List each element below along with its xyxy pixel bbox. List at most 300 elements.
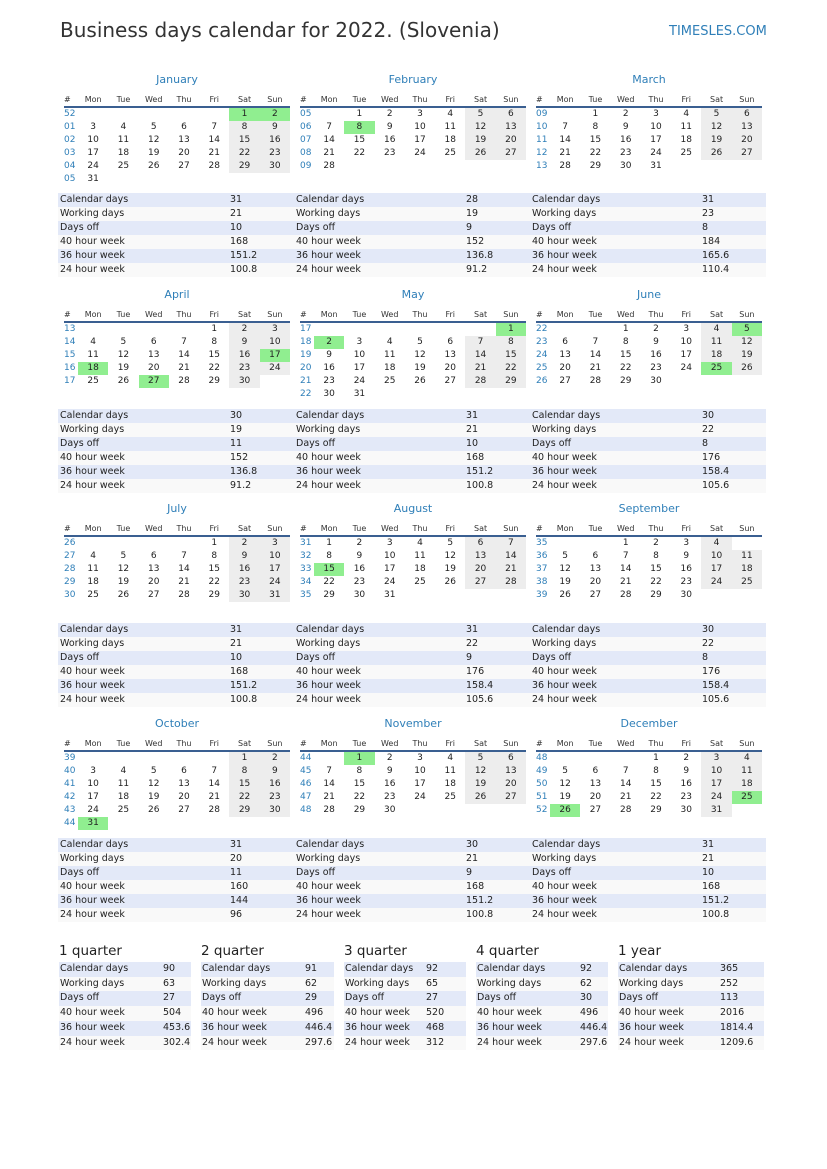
day-cell[interactable]: 16	[260, 134, 290, 147]
day-cell[interactable]: 21	[619, 792, 632, 802]
day-cell[interactable]: 1	[229, 751, 259, 765]
day-cell[interactable]: 26	[117, 590, 130, 600]
day-cell[interactable]: 19	[147, 792, 160, 802]
day-cell[interactable]: 14	[559, 135, 571, 145]
day-cell[interactable]: 2	[260, 751, 290, 765]
day-cell[interactable]: 4	[683, 109, 690, 119]
day-cell[interactable]: 26	[147, 805, 160, 815]
day-cell[interactable]: 25	[444, 148, 456, 158]
day-cell[interactable]: 28	[496, 576, 526, 589]
day-cell[interactable]: 15	[229, 134, 259, 147]
day-cell[interactable]: 24	[87, 805, 99, 815]
day-cell[interactable]: 6	[496, 751, 526, 765]
day-cell[interactable]: 12	[147, 135, 160, 145]
day-cell[interactable]: 10	[353, 350, 366, 360]
day-cell[interactable]: 9	[653, 337, 659, 347]
day-cell[interactable]: 22	[496, 362, 526, 375]
day-cell[interactable]: 7	[465, 336, 495, 349]
day-cell[interactable]: 17	[87, 148, 99, 158]
day-cell[interactable]: 1	[622, 324, 629, 334]
day-cell[interactable]: 16	[383, 779, 396, 789]
day-cell[interactable]: 12	[465, 121, 495, 134]
day-cell[interactable]: 23	[353, 577, 366, 587]
day-cell[interactable]: 15	[589, 135, 602, 145]
day-cell[interactable]: 9	[683, 766, 690, 776]
day-cell[interactable]: 14	[208, 135, 220, 145]
day-cell[interactable]: 20	[496, 778, 526, 791]
holiday-cell[interactable]: 25	[732, 791, 762, 804]
day-cell[interactable]: 26	[465, 791, 495, 804]
day-cell[interactable]: 5	[150, 122, 157, 132]
day-cell[interactable]: 23	[619, 148, 632, 158]
day-cell[interactable]: 8	[211, 551, 218, 561]
day-cell[interactable]: 2	[386, 109, 393, 119]
day-cell[interactable]: 23	[680, 577, 692, 587]
day-cell[interactable]: 9	[326, 350, 332, 360]
day-cell[interactable]: 7	[181, 337, 187, 347]
day-cell[interactable]: 9	[229, 550, 259, 563]
day-cell[interactable]: 28	[465, 375, 495, 388]
day-cell[interactable]: 11	[383, 350, 396, 360]
day-cell[interactable]: 18	[414, 564, 426, 574]
day-cell[interactable]: 1	[211, 538, 218, 548]
day-cell[interactable]: 3	[386, 538, 393, 548]
day-cell[interactable]: 13	[732, 121, 762, 134]
day-cell[interactable]: 14	[619, 779, 632, 789]
day-cell[interactable]: 15	[353, 779, 366, 789]
day-cell[interactable]: 2	[229, 322, 259, 336]
day-cell[interactable]: 17	[701, 563, 731, 576]
day-cell[interactable]: 1	[653, 753, 659, 763]
day-cell[interactable]: 31	[650, 161, 662, 171]
day-cell[interactable]: 8	[653, 551, 659, 561]
day-cell[interactable]: 11	[117, 779, 130, 789]
day-cell[interactable]: 20	[444, 363, 456, 373]
day-cell[interactable]: 22	[589, 148, 602, 158]
day-cell[interactable]: 4	[447, 109, 454, 119]
day-cell[interactable]: 22	[229, 791, 259, 804]
day-cell[interactable]: 27	[444, 376, 456, 386]
day-cell[interactable]: 17	[353, 363, 366, 373]
day-cell[interactable]: 21	[208, 792, 220, 802]
day-cell[interactable]: 26	[117, 376, 130, 386]
day-cell[interactable]: 9	[386, 766, 393, 776]
day-cell[interactable]: 23	[323, 376, 335, 386]
day-cell[interactable]: 26	[732, 362, 762, 375]
day-cell[interactable]: 23	[260, 791, 290, 804]
day-cell[interactable]: 11	[444, 766, 456, 776]
day-cell[interactable]: 13	[589, 779, 602, 789]
day-cell[interactable]: 18	[732, 778, 762, 791]
day-cell[interactable]: 9	[356, 551, 363, 561]
day-cell[interactable]: 31	[260, 589, 290, 602]
day-cell[interactable]: 17	[414, 779, 426, 789]
day-cell[interactable]: 10	[414, 122, 426, 132]
day-cell[interactable]: 8	[211, 337, 218, 347]
day-cell[interactable]: 3	[90, 766, 96, 776]
day-cell[interactable]: 10	[680, 337, 692, 347]
day-cell[interactable]: 6	[592, 551, 599, 561]
holiday-cell[interactable]: 8	[344, 121, 374, 134]
day-cell[interactable]: 12	[444, 551, 456, 561]
day-cell[interactable]: 31	[383, 590, 396, 600]
holiday-cell[interactable]: 31	[78, 817, 108, 830]
day-cell[interactable]: 17	[260, 563, 290, 576]
day-cell[interactable]: 7	[326, 766, 332, 776]
day-cell[interactable]: 20	[732, 134, 762, 147]
day-cell[interactable]: 7	[211, 122, 218, 132]
day-cell[interactable]: 11	[701, 336, 731, 349]
day-cell[interactable]: 30	[323, 389, 335, 399]
day-cell[interactable]: 10	[383, 551, 396, 561]
day-cell[interactable]: 28	[208, 805, 220, 815]
day-cell[interactable]: 21	[323, 148, 335, 158]
day-cell[interactable]: 21	[496, 563, 526, 576]
day-cell[interactable]: 5	[120, 551, 127, 561]
day-cell[interactable]: 21	[208, 148, 220, 158]
day-cell[interactable]: 3	[417, 109, 423, 119]
day-cell[interactable]: 10	[87, 779, 99, 789]
day-cell[interactable]: 9	[260, 765, 290, 778]
day-cell[interactable]: 25	[732, 576, 762, 589]
day-cell[interactable]: 3	[417, 753, 423, 763]
day-cell[interactable]: 29	[353, 805, 366, 815]
day-cell[interactable]: 5	[701, 107, 731, 121]
day-cell[interactable]: 10	[260, 550, 290, 563]
day-cell[interactable]: 4	[90, 551, 96, 561]
day-cell[interactable]: 30	[680, 590, 692, 600]
day-cell[interactable]: 16	[650, 350, 662, 360]
day-cell[interactable]: 24	[701, 576, 731, 589]
day-cell[interactable]: 18	[701, 349, 731, 362]
day-cell[interactable]: 16	[229, 349, 259, 362]
holiday-cell[interactable]: 1	[496, 322, 526, 336]
day-cell[interactable]: 13	[178, 135, 190, 145]
day-cell[interactable]: 6	[181, 766, 187, 776]
day-cell[interactable]: 23	[383, 792, 396, 802]
day-cell[interactable]: 30	[229, 589, 259, 602]
day-cell[interactable]: 18	[732, 563, 762, 576]
day-cell[interactable]: 3	[701, 751, 731, 765]
day-cell[interactable]: 4	[120, 766, 127, 776]
day-cell[interactable]: 18	[117, 148, 130, 158]
day-cell[interactable]: 25	[117, 805, 130, 815]
day-cell[interactable]: 22	[229, 147, 259, 160]
day-cell[interactable]: 22	[619, 363, 632, 373]
day-cell[interactable]: 12	[701, 121, 731, 134]
day-cell[interactable]: 4	[701, 322, 731, 336]
day-cell[interactable]: 10	[701, 765, 731, 778]
day-cell[interactable]: 4	[447, 753, 454, 763]
day-cell[interactable]: 7	[622, 551, 629, 561]
day-cell[interactable]: 24	[383, 577, 396, 587]
day-cell[interactable]: 16	[353, 564, 366, 574]
day-cell[interactable]: 21	[589, 363, 602, 373]
day-cell[interactable]: 22	[208, 363, 220, 373]
day-cell[interactable]: 25	[383, 376, 396, 386]
day-cell[interactable]: 28	[619, 805, 632, 815]
day-cell[interactable]: 13	[496, 121, 526, 134]
day-cell[interactable]: 25	[444, 792, 456, 802]
day-cell[interactable]: 29	[619, 376, 632, 386]
day-cell[interactable]: 29	[589, 161, 602, 171]
day-cell[interactable]: 26	[701, 147, 731, 160]
day-cell[interactable]: 8	[622, 337, 629, 347]
day-cell[interactable]: 27	[147, 590, 160, 600]
day-cell[interactable]: 19	[117, 577, 130, 587]
day-cell[interactable]: 25	[680, 148, 692, 158]
day-cell[interactable]: 2	[622, 109, 629, 119]
day-cell[interactable]: 26	[559, 590, 571, 600]
day-cell[interactable]: 29	[229, 160, 259, 173]
day-cell[interactable]: 8	[229, 765, 259, 778]
day-cell[interactable]: 28	[589, 376, 602, 386]
day-cell[interactable]: 16	[619, 135, 632, 145]
day-cell[interactable]: 8	[229, 121, 259, 134]
day-cell[interactable]: 19	[147, 148, 160, 158]
day-cell[interactable]: 18	[444, 779, 456, 789]
day-cell[interactable]: 10	[701, 550, 731, 563]
day-cell[interactable]: 19	[414, 363, 426, 373]
day-cell[interactable]: 14	[496, 550, 526, 563]
day-cell[interactable]: 11	[87, 350, 99, 360]
day-cell[interactable]: 7	[181, 551, 187, 561]
day-cell[interactable]: 30	[260, 804, 290, 817]
day-cell[interactable]: 24	[414, 148, 426, 158]
day-cell[interactable]: 29	[323, 590, 335, 600]
day-cell[interactable]: 26	[444, 577, 456, 587]
day-cell[interactable]: 16	[383, 135, 396, 145]
day-cell[interactable]: 29	[208, 590, 220, 600]
day-cell[interactable]: 24	[87, 161, 99, 171]
day-cell[interactable]: 6	[181, 122, 187, 132]
day-cell[interactable]: 12	[117, 350, 130, 360]
day-cell[interactable]: 27	[496, 147, 526, 160]
day-cell[interactable]: 22	[353, 148, 366, 158]
day-cell[interactable]: 15	[229, 778, 259, 791]
day-cell[interactable]: 3	[653, 109, 659, 119]
holiday-cell[interactable]: 15	[314, 563, 344, 576]
day-cell[interactable]: 5	[465, 751, 495, 765]
day-cell[interactable]: 22	[353, 792, 366, 802]
day-cell[interactable]: 21	[323, 792, 335, 802]
day-cell[interactable]: 12	[559, 564, 571, 574]
day-cell[interactable]: 7	[496, 536, 526, 550]
day-cell[interactable]: 13	[147, 564, 160, 574]
day-cell[interactable]: 8	[326, 551, 332, 561]
holiday-cell[interactable]: 18	[78, 362, 108, 375]
day-cell[interactable]: 1	[326, 538, 332, 548]
day-cell[interactable]: 15	[496, 349, 526, 362]
day-cell[interactable]: 19	[444, 564, 456, 574]
day-cell[interactable]: 4	[732, 751, 762, 765]
day-cell[interactable]: 1	[356, 109, 363, 119]
day-cell[interactable]: 22	[208, 577, 220, 587]
day-cell[interactable]: 3	[90, 122, 96, 132]
day-cell[interactable]: 3	[260, 322, 290, 336]
day-cell[interactable]: 4	[90, 337, 96, 347]
day-cell[interactable]: 27	[589, 590, 602, 600]
day-cell[interactable]: 14	[178, 564, 190, 574]
day-cell[interactable]: 28	[323, 805, 335, 815]
day-cell[interactable]: 6	[562, 337, 568, 347]
day-cell[interactable]: 4	[120, 122, 127, 132]
day-cell[interactable]: 11	[732, 550, 762, 563]
day-cell[interactable]: 29	[229, 804, 259, 817]
day-cell[interactable]: 2	[386, 753, 393, 763]
day-cell[interactable]: 4	[386, 337, 393, 347]
day-cell[interactable]: 6	[447, 337, 454, 347]
day-cell[interactable]: 16	[680, 779, 692, 789]
day-cell[interactable]: 7	[622, 766, 629, 776]
day-cell[interactable]: 27	[465, 576, 495, 589]
day-cell[interactable]: 9	[386, 122, 393, 132]
day-cell[interactable]: 14	[208, 779, 220, 789]
day-cell[interactable]: 11	[680, 122, 692, 132]
day-cell[interactable]: 16	[323, 363, 335, 373]
day-cell[interactable]: 5	[120, 337, 127, 347]
day-cell[interactable]: 18	[383, 363, 396, 373]
day-cell[interactable]: 6	[732, 107, 762, 121]
day-cell[interactable]: 20	[589, 577, 602, 587]
day-cell[interactable]: 30	[619, 161, 632, 171]
day-cell[interactable]: 14	[178, 350, 190, 360]
day-cell[interactable]: 3	[260, 536, 290, 550]
day-cell[interactable]: 26	[414, 376, 426, 386]
day-cell[interactable]: 22	[650, 792, 662, 802]
day-cell[interactable]: 27	[732, 147, 762, 160]
day-cell[interactable]: 4	[417, 538, 423, 548]
day-cell[interactable]: 20	[147, 363, 160, 373]
day-cell[interactable]: 11	[87, 564, 99, 574]
day-cell[interactable]: 23	[229, 576, 259, 589]
day-cell[interactable]: 19	[465, 778, 495, 791]
day-cell[interactable]: 14	[323, 779, 335, 789]
day-cell[interactable]: 30	[383, 805, 396, 815]
day-cell[interactable]: 27	[496, 791, 526, 804]
holiday-cell[interactable]: 26	[550, 804, 580, 817]
day-cell[interactable]: 12	[414, 350, 426, 360]
day-cell[interactable]: 7	[211, 766, 218, 776]
day-cell[interactable]: 14	[619, 564, 632, 574]
day-cell[interactable]: 27	[589, 805, 602, 815]
day-cell[interactable]: 28	[178, 590, 190, 600]
day-cell[interactable]: 13	[496, 765, 526, 778]
day-cell[interactable]: 8	[356, 766, 363, 776]
day-cell[interactable]: 27	[559, 376, 571, 386]
day-cell[interactable]: 29	[496, 375, 526, 388]
day-cell[interactable]: 19	[559, 577, 571, 587]
day-cell[interactable]: 11	[444, 122, 456, 132]
day-cell[interactable]: 25	[414, 577, 426, 587]
day-cell[interactable]: 12	[732, 336, 762, 349]
day-cell[interactable]: 5	[562, 551, 568, 561]
day-cell[interactable]: 10	[414, 766, 426, 776]
day-cell[interactable]: 20	[178, 792, 190, 802]
day-cell[interactable]: 21	[178, 363, 190, 373]
day-cell[interactable]: 30	[229, 375, 259, 388]
day-cell[interactable]: 5	[447, 538, 454, 548]
day-cell[interactable]: 23	[383, 148, 396, 158]
day-cell[interactable]: 25	[117, 161, 130, 171]
day-cell[interactable]: 17	[87, 792, 99, 802]
day-cell[interactable]: 10	[260, 336, 290, 349]
day-cell[interactable]: 29	[650, 805, 662, 815]
day-cell[interactable]: 2	[683, 753, 690, 763]
day-cell[interactable]: 22	[650, 577, 662, 587]
day-cell[interactable]: 17	[701, 778, 731, 791]
day-cell[interactable]: 19	[732, 349, 762, 362]
day-cell[interactable]: 14	[323, 135, 335, 145]
day-cell[interactable]: 3	[356, 337, 363, 347]
day-cell[interactable]: 24	[353, 376, 366, 386]
day-cell[interactable]: 25	[87, 376, 99, 386]
day-cell[interactable]: 27	[178, 805, 190, 815]
day-cell[interactable]: 20	[178, 148, 190, 158]
day-cell[interactable]: 16	[229, 563, 259, 576]
holiday-cell[interactable]: 5	[732, 322, 762, 336]
day-cell[interactable]: 11	[414, 551, 426, 561]
holiday-cell[interactable]: 17	[260, 349, 290, 362]
day-cell[interactable]: 19	[465, 134, 495, 147]
day-cell[interactable]: 5	[562, 766, 568, 776]
day-cell[interactable]: 18	[444, 135, 456, 145]
day-cell[interactable]: 17	[680, 350, 692, 360]
holiday-cell[interactable]: 27	[139, 375, 169, 388]
day-cell[interactable]: 27	[178, 161, 190, 171]
day-cell[interactable]: 24	[260, 576, 290, 589]
day-cell[interactable]: 14	[589, 350, 602, 360]
day-cell[interactable]: 9	[229, 336, 259, 349]
day-cell[interactable]: 2	[356, 538, 363, 548]
day-cell[interactable]: 24	[701, 791, 731, 804]
day-cell[interactable]: 28	[208, 161, 220, 171]
day-cell[interactable]: 15	[353, 135, 366, 145]
day-cell[interactable]: 12	[147, 779, 160, 789]
day-cell[interactable]: 1	[211, 324, 218, 334]
day-cell[interactable]: 21	[619, 577, 632, 587]
day-cell[interactable]: 13	[465, 550, 495, 563]
day-cell[interactable]: 30	[680, 805, 692, 815]
day-cell[interactable]: 6	[150, 551, 157, 561]
day-cell[interactable]: 16	[680, 564, 692, 574]
day-cell[interactable]: 18	[680, 135, 692, 145]
day-cell[interactable]: 9	[683, 551, 690, 561]
holiday-cell[interactable]: 1	[229, 107, 259, 121]
day-cell[interactable]: 1	[622, 538, 629, 548]
holiday-cell[interactable]: 2	[260, 107, 290, 121]
day-cell[interactable]: 19	[559, 792, 571, 802]
day-cell[interactable]: 21	[559, 148, 571, 158]
day-cell[interactable]: 26	[465, 147, 495, 160]
day-cell[interactable]: 8	[653, 766, 659, 776]
day-cell[interactable]: 10	[87, 135, 99, 145]
day-cell[interactable]: 8	[496, 336, 526, 349]
day-cell[interactable]: 8	[592, 122, 599, 132]
day-cell[interactable]: 4	[701, 536, 731, 550]
day-cell[interactable]: 6	[150, 337, 157, 347]
day-cell[interactable]: 6	[592, 766, 599, 776]
day-cell[interactable]: 14	[465, 349, 495, 362]
holiday-cell[interactable]: 2	[314, 336, 344, 349]
day-cell[interactable]: 13	[178, 779, 190, 789]
day-cell[interactable]: 24	[260, 362, 290, 375]
day-cell[interactable]: 20	[559, 363, 571, 373]
day-cell[interactable]: 26	[147, 161, 160, 171]
site-link[interactable]: TIMESLES.COM	[669, 24, 767, 39]
day-cell[interactable]: 23	[260, 147, 290, 160]
day-cell[interactable]: 23	[650, 363, 662, 373]
